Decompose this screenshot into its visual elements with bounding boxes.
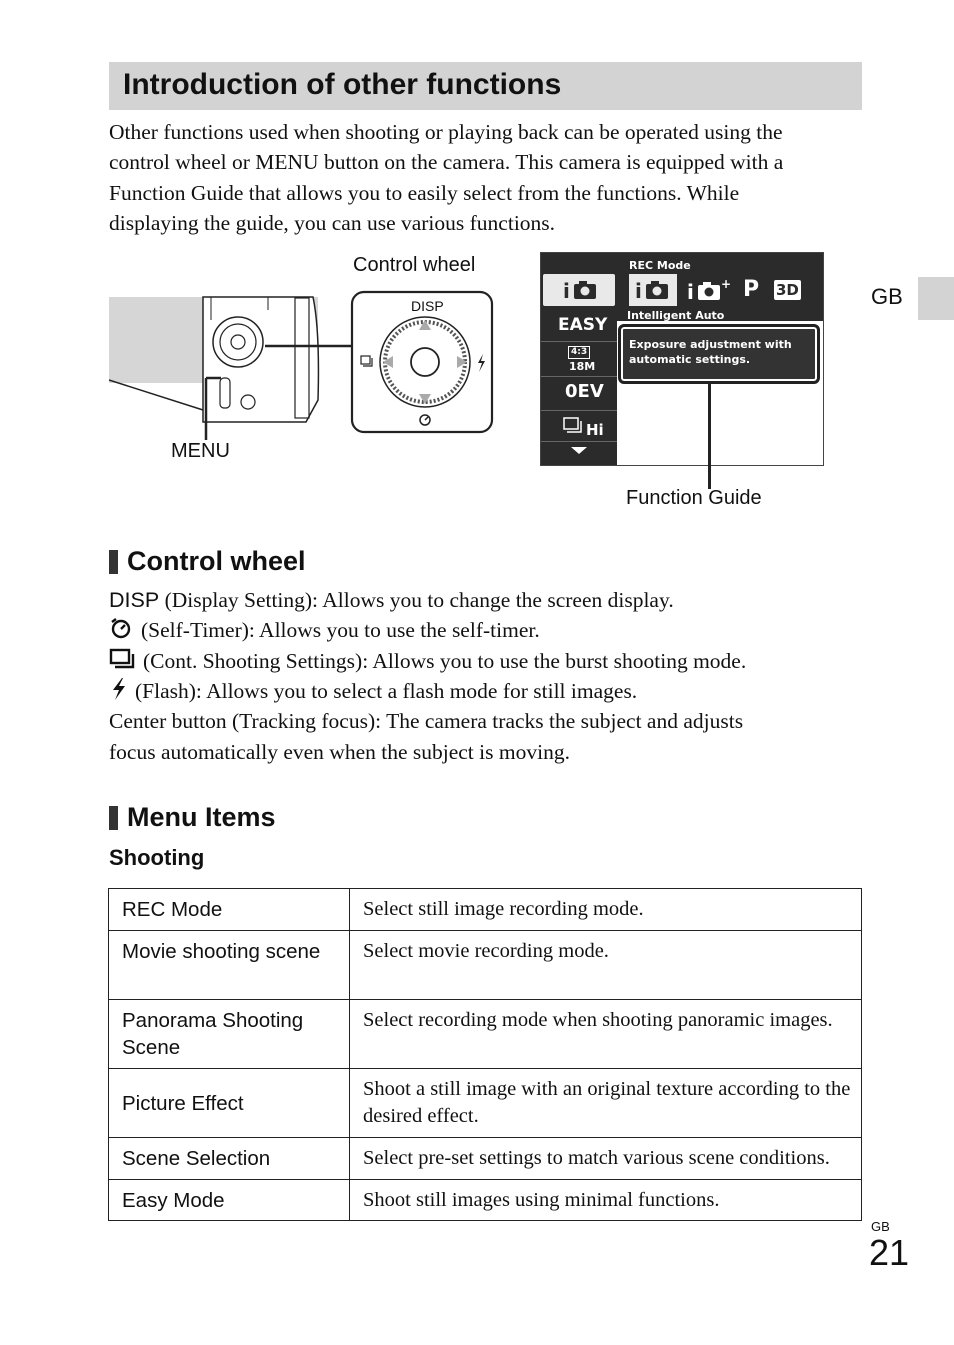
- menu-item-name: Movie shooting scene: [109, 931, 350, 1000]
- table-row: [109, 1000, 862, 1069]
- lcd-intelligent-auto: Intelligent Auto: [627, 309, 725, 322]
- menu-items-heading: [109, 802, 276, 833]
- intelligent-auto-icon: [629, 274, 677, 306]
- intro-line: displaying the guide, you can use various functions.: [109, 210, 556, 235]
- table-row: [109, 931, 862, 1000]
- lcd-ev: 0EV: [565, 381, 604, 402]
- function-guide-label: Function Guide: [626, 487, 762, 509]
- wheel-disp-label: DISP: [411, 298, 444, 314]
- control-wheel-heading-text: Control wheel: [127, 546, 306, 576]
- side-tab-label: GB: [871, 284, 903, 309]
- lcd-aspect: 4:3: [568, 346, 590, 359]
- camera-menu-button: [220, 378, 230, 408]
- center-button-line-1: Center button (Tracking focus): The camera tracks the subject and adjusts: [109, 709, 744, 733]
- self-timer-text: (Self-Timer): Allows you to use the self-timer.: [141, 618, 540, 642]
- flash-text: (Flash): Allows you to select a flash mode for still images.: [135, 679, 638, 703]
- menu-item-name: Easy Mode: [109, 1180, 350, 1221]
- menu-item-name: Panorama Shooting Scene: [109, 1000, 350, 1069]
- intro-line: Function Guide that allows you to easily select from the functions. While: [109, 180, 740, 205]
- function-guide-leader-line: [708, 383, 711, 489]
- menu-item-desc: Shoot a still image with an original texture according to the desired effect.: [350, 1069, 862, 1138]
- table-row: [109, 1069, 862, 1138]
- table-row: [109, 1138, 862, 1180]
- menu-item-desc: Select movie recording mode.: [350, 931, 862, 1000]
- disp-line: [109, 585, 674, 615]
- menu-items-heading-text: Menu Items: [127, 802, 276, 832]
- self-timer-icon: [109, 616, 133, 648]
- lcd-top-bar: [617, 253, 823, 321]
- lcd-cont-shooting-icon: [563, 415, 583, 437]
- cont-shooting-line: [109, 646, 746, 679]
- menu-item-name: Scene Selection: [109, 1138, 350, 1180]
- disp-text: (Display Setting): Allows you to change the screen display.: [159, 588, 674, 612]
- menu-item-name: Picture Effect: [109, 1069, 350, 1138]
- cont-shooting-icon: [109, 647, 137, 679]
- guide-text-1: Exposure adjustment with: [629, 338, 792, 351]
- svg-text:+: +: [721, 277, 732, 291]
- menu-item-desc: Select recording mode when shooting panoramic images.: [350, 1000, 862, 1069]
- lcd-rec-mode: REC Mode: [629, 259, 691, 272]
- control-wheel-heading: [109, 546, 306, 577]
- control-wheel-label: Control wheel: [353, 254, 476, 276]
- center-button-line-2: focus automatically even when the subject is moving.: [109, 740, 570, 764]
- page-lang-label: GB: [871, 1219, 890, 1234]
- lcd-p-mode: P: [743, 277, 760, 302]
- cont-shooting-text: (Cont. Shooting Settings): Allows you to use the burst shooting mode.: [143, 649, 747, 673]
- menu-item-desc: Select still image recording mode.: [350, 889, 862, 931]
- table-row: [109, 889, 862, 931]
- heading-marker: [109, 550, 118, 574]
- svg-text:i: i: [563, 279, 570, 303]
- intelligent-auto-icon: [543, 274, 615, 306]
- lcd-top-mode-selected: [629, 274, 677, 306]
- superior-auto-icon: [685, 274, 733, 306]
- function-guide-box: [618, 324, 820, 384]
- lcd-scroll-down-icon: [571, 447, 587, 455]
- menu-item-name: REC Mode: [109, 889, 350, 931]
- menu-item-desc: Shoot still images using minimal functions.: [350, 1180, 862, 1221]
- shooting-subheading: Shooting: [109, 845, 205, 870]
- lcd-3d-mode: 3D: [776, 281, 799, 299]
- heading-marker: [109, 806, 118, 830]
- intro-line: Other functions used when shooting or playing back can be operated using the: [109, 120, 783, 144]
- table-row: [109, 1180, 862, 1221]
- side-tab: [918, 277, 954, 320]
- svg-text:i: i: [635, 279, 642, 303]
- flash-icon: [109, 677, 129, 709]
- lcd-easy: EASY: [558, 315, 608, 335]
- self-timer-line: [109, 615, 540, 648]
- disp-key: DISP: [109, 588, 160, 612]
- lcd-mode-selected: [543, 274, 615, 306]
- guide-text-2: automatic settings.: [629, 353, 751, 366]
- svg-text:i: i: [687, 280, 694, 304]
- lcd-size: 18M: [569, 360, 596, 373]
- page-number: 21: [869, 1232, 910, 1273]
- center-button: [411, 348, 439, 376]
- flash-line: [109, 676, 637, 709]
- lcd-hi: Hi: [586, 421, 604, 439]
- lcd-side-menu: [541, 253, 617, 465]
- page-title: Introduction of other functions: [123, 68, 562, 101]
- intro-paragraph: [109, 117, 869, 238]
- menu-item-desc: Select pre-set settings to match various scene conditions.: [350, 1138, 862, 1180]
- menu-label: MENU: [171, 440, 230, 462]
- menu-items-table: [108, 888, 862, 1221]
- lcd-screen: [540, 252, 824, 466]
- intro-line: control wheel or MENU button on the camera. This camera is equipped with a: [109, 150, 784, 175]
